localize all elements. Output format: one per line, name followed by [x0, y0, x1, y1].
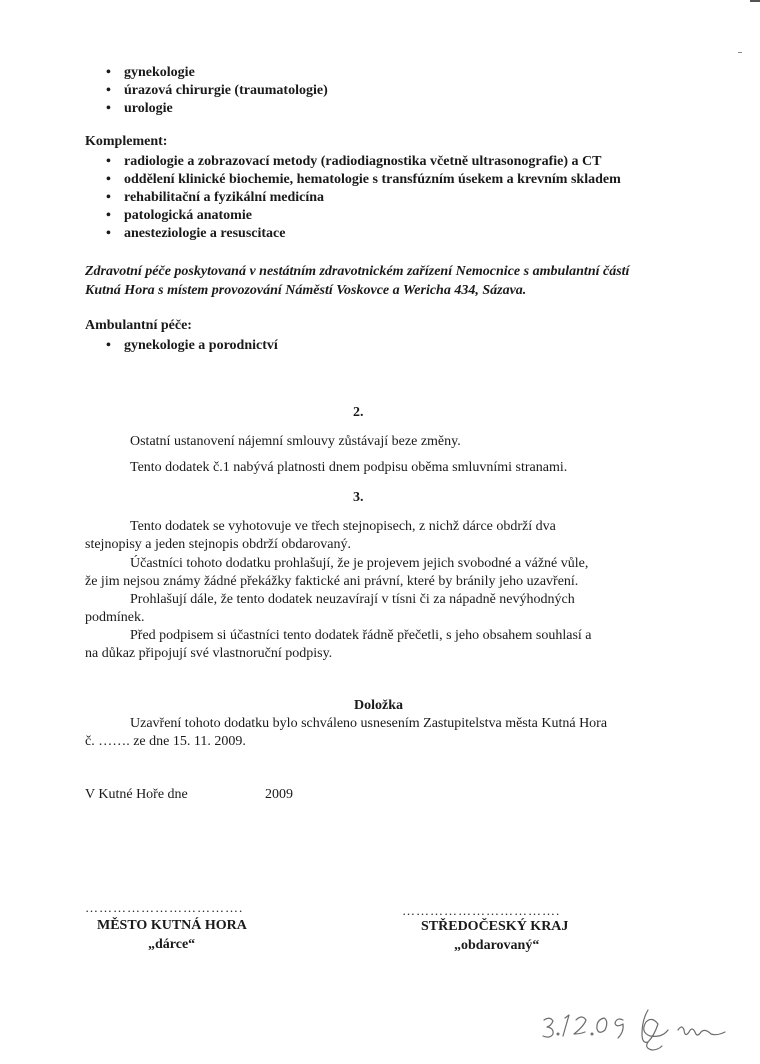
- ambulantni-heading: Ambulantní péče:: [85, 318, 192, 333]
- date-year: 2009: [265, 787, 293, 802]
- section-3-p3-line1: Prohlašují dále, že tento dodatek neuzavírají v tísni či za nápadně nevýhodných: [130, 592, 575, 607]
- section-3-p3-line2: podmínek.: [85, 610, 145, 625]
- dolozka-line1: Uzavření tohoto dodatku bylo schváleno usnesením Zastupitelstva města Kutná Hora: [130, 716, 608, 731]
- facility-statement-line2: Kutná Hora s místem provozování Náměstí Voskovce a Wericha 434, Sázava.: [85, 283, 527, 298]
- left-signatory-name: MĚSTO KUTNÁ HORA: [97, 918, 247, 933]
- scan-edge-mark: [750, 0, 760, 2]
- section-2-number: 2.: [353, 405, 364, 420]
- section-3-p4-line1: Před podpisem si účastníci tento dodatek řádně přečetli, s jeho obsahem souhlasí a: [130, 628, 592, 643]
- right-signatory-role: „obdarovaný“: [454, 938, 540, 953]
- list-item: • úrazová chirurgie (traumatologie): [106, 82, 328, 100]
- section-3-p4-line2: na důkaz připojují své vlastnoruční podpisy.: [85, 646, 333, 661]
- list-item: • rehabilitační a fyzikální medicína: [106, 189, 621, 207]
- right-signatory-name: STŘEDOČESKÝ KRAJ: [421, 919, 569, 934]
- section-2-paragraph-2: Tento dodatek č.1 nabývá platnosti dnem podpisu oběma smluvními stranami.: [130, 460, 568, 475]
- komplement-list: [106, 153, 621, 243]
- section-3-p1-line1: Tento dodatek se vyhotovuje ve třech stejnopisech, z nichž dárce obdrží dva: [130, 519, 556, 534]
- section-3-p1-line2: stejnopisy a jeden stejnopis obdrží obdarovaný.: [85, 537, 351, 552]
- place-date-label: V Kutné Hoře dne: [85, 787, 188, 802]
- list-item: • gynekologie a porodnictví: [106, 337, 278, 355]
- komplement-heading: Komplement:: [85, 134, 168, 149]
- list-item: • oddělení klinické biochemie, hematologie s transfúzním úsekem a krevním skladem: [106, 171, 621, 189]
- section-3-p2-line2: že jim nejsou známy žádné překážky faktické ani právní, které by bránily jeho uzavření.: [85, 574, 579, 589]
- ambulantni-list: [106, 337, 278, 355]
- list-item: • patologická anatomie: [106, 207, 621, 225]
- section-3-p2-line1: Účastníci tohoto dodatku prohlašují, že je projevem jejich svobodné a vážné vůle,: [130, 556, 589, 571]
- left-signature-line: …………………………….: [85, 900, 244, 915]
- list-item: • anesteziologie a resuscitace: [106, 225, 621, 243]
- left-signatory-role: „dárce“: [148, 937, 196, 952]
- scan-dot: [738, 52, 742, 53]
- handwritten-initials: [530, 1000, 750, 1058]
- top-specialty-list: [106, 64, 328, 118]
- section-3-number: 3.: [353, 490, 364, 505]
- dolozka-line2: č. ……. ze dne 15. 11. 2009.: [85, 734, 246, 749]
- facility-statement-line1: Zdravotní péče poskytovaná v nestátním zdravotnickém zařízení Nemocnice s ambulantní částí: [85, 264, 630, 279]
- list-item: • radiologie a zobrazovací metody (radiodiagnostika včetně ultrasonografie) a CT: [106, 153, 621, 171]
- section-2-paragraph-1: Ostatní ustanovení nájemní smlouvy zůstávají beze změny.: [130, 434, 461, 449]
- dolozka-heading: Doložka: [354, 698, 403, 713]
- right-signature-line: …………………………….: [402, 903, 561, 918]
- list-item: • urologie: [106, 100, 328, 118]
- list-item: • gynekologie: [106, 64, 328, 82]
